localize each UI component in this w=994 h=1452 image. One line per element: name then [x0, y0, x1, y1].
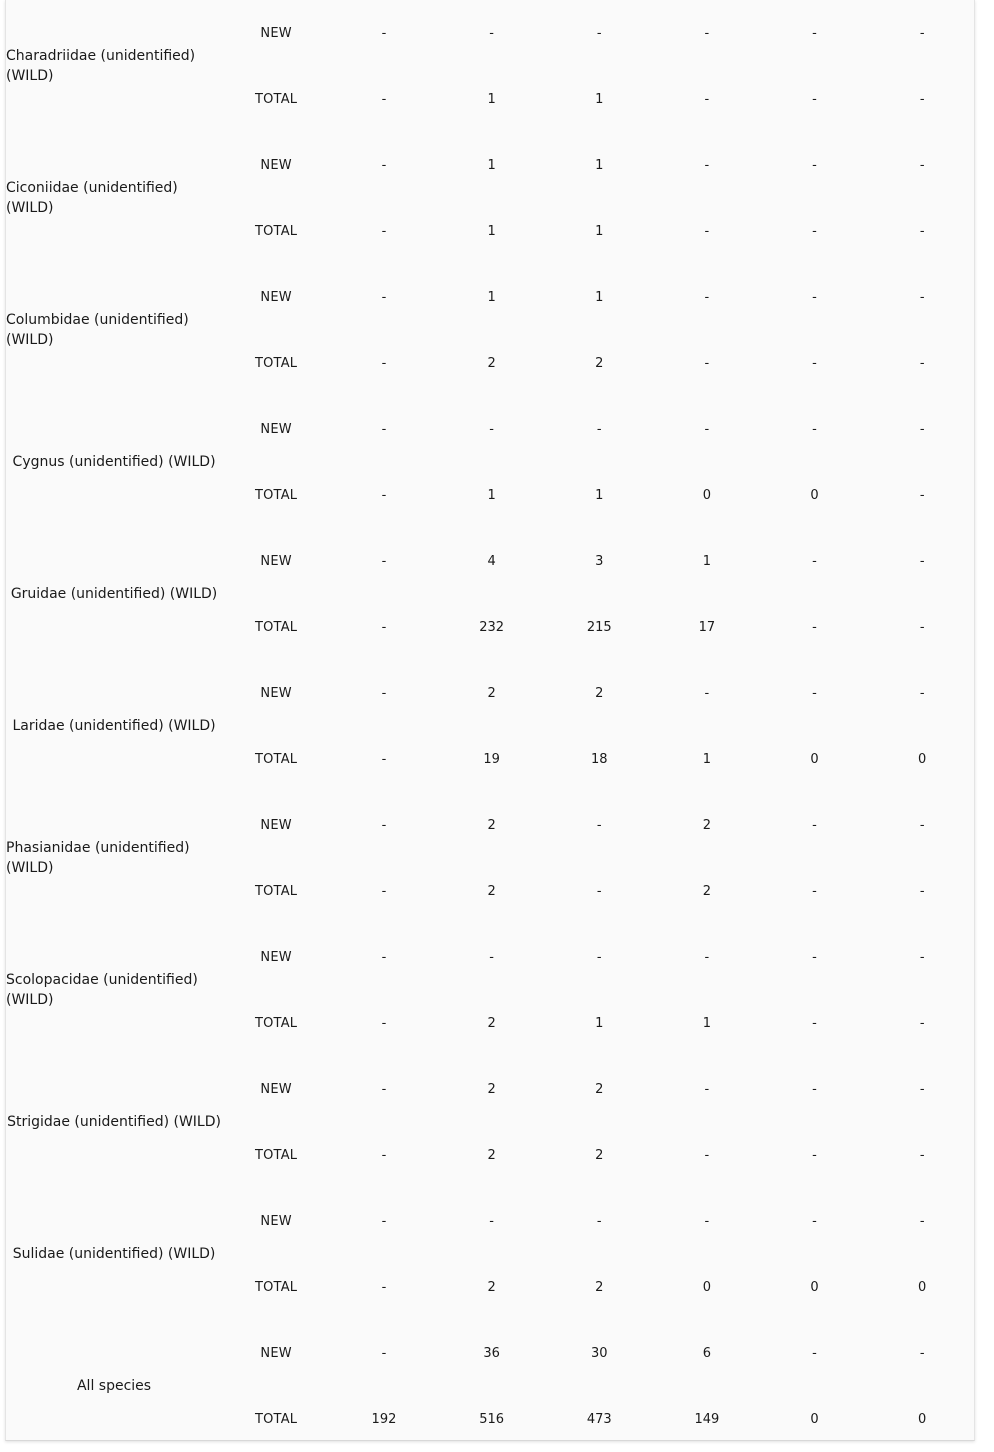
- value-cell: 192: [371, 1411, 397, 1427]
- value-cell: -: [489, 949, 494, 965]
- species-name-cell: Columbidae (unidentified) (WILD): [6, 312, 189, 348]
- value-cell: -: [381, 487, 387, 503]
- table-row: [6, 396, 976, 462]
- value-cell: 1: [487, 487, 496, 503]
- value-cell: -: [381, 157, 387, 173]
- value-cell: -: [381, 817, 387, 833]
- value-cell: 0: [810, 1411, 819, 1427]
- value-cell: -: [812, 1081, 817, 1097]
- value-cell: -: [919, 1213, 925, 1229]
- value-cell: -: [812, 553, 817, 569]
- table-row: [6, 1320, 976, 1386]
- value-cell: 1: [487, 91, 496, 107]
- value-cell: 1: [702, 1015, 712, 1031]
- row-type-cell: NEW: [260, 1081, 292, 1097]
- value-cell: -: [812, 355, 817, 371]
- value-cell: -: [812, 157, 817, 173]
- row-type-cell: TOTAL: [254, 487, 298, 503]
- value-cell: 1: [487, 223, 496, 239]
- value-cell: -: [596, 25, 602, 41]
- value-cell: -: [596, 883, 602, 899]
- value-cell: -: [919, 289, 925, 305]
- value-cell: -: [704, 157, 710, 173]
- value-cell: 2: [702, 817, 712, 833]
- species-name-cell: Scolopacidae (unidentified) (WILD): [6, 972, 198, 1008]
- value-cell: 0: [918, 1411, 927, 1427]
- value-cell: 473: [586, 1411, 612, 1427]
- value-cell: -: [489, 25, 494, 41]
- value-cell: -: [812, 289, 817, 305]
- value-cell: -: [381, 1015, 387, 1031]
- value-cell: -: [812, 1345, 817, 1361]
- value-cell: -: [812, 91, 817, 107]
- value-cell: -: [919, 91, 925, 107]
- value-cell: 149: [694, 1411, 720, 1427]
- value-cell: -: [381, 1279, 387, 1295]
- value-cell: 1: [595, 91, 604, 107]
- value-cell: -: [919, 487, 925, 503]
- table-row: [6, 660, 976, 726]
- value-cell: 2: [487, 1279, 496, 1295]
- table-row: [6, 1188, 976, 1254]
- value-cell: -: [919, 25, 925, 41]
- value-cell: 2: [487, 685, 496, 701]
- value-cell: -: [919, 1015, 925, 1031]
- value-cell: -: [812, 817, 817, 833]
- value-cell: 232: [479, 619, 505, 635]
- table-row: [6, 132, 976, 198]
- value-cell: -: [704, 1147, 710, 1163]
- value-cell: -: [919, 949, 925, 965]
- value-cell: 3: [595, 553, 604, 569]
- value-cell: -: [596, 1213, 602, 1229]
- row-type-cell: NEW: [260, 25, 292, 41]
- value-cell: -: [919, 223, 925, 239]
- value-cell: -: [381, 25, 387, 41]
- value-cell: -: [919, 1345, 925, 1361]
- row-type-cell: TOTAL: [254, 91, 298, 107]
- value-cell: 1: [487, 157, 496, 173]
- value-cell: 17: [698, 619, 716, 635]
- value-cell: -: [919, 817, 925, 833]
- row-type-cell: TOTAL: [254, 1147, 298, 1163]
- value-cell: -: [919, 355, 925, 371]
- value-cell: 2: [487, 817, 496, 833]
- value-cell: 36: [483, 1345, 500, 1361]
- row-type-cell: NEW: [260, 817, 292, 833]
- value-cell: -: [704, 223, 710, 239]
- row-type-cell: NEW: [260, 421, 292, 437]
- value-cell: 2: [595, 1279, 604, 1295]
- species-table-card: [5, 0, 975, 1441]
- value-cell: -: [812, 1015, 817, 1031]
- row-type-cell: TOTAL: [254, 883, 298, 899]
- value-cell: -: [812, 619, 817, 635]
- species-name-cell: Sulidae (unidentified) (WILD): [12, 1246, 216, 1262]
- value-cell: 2: [487, 1081, 496, 1097]
- row-type-cell: TOTAL: [254, 1279, 298, 1295]
- value-cell: -: [704, 289, 710, 305]
- value-cell: -: [919, 619, 925, 635]
- value-cell: -: [381, 619, 387, 635]
- value-cell: 1: [595, 487, 604, 503]
- value-cell: 2: [487, 355, 496, 371]
- value-cell: -: [704, 355, 710, 371]
- species-name-cell: Cygnus (unidentified) (WILD): [12, 454, 216, 470]
- value-cell: 6: [702, 1345, 712, 1361]
- row-type-cell: NEW: [260, 553, 292, 569]
- value-cell: 2: [595, 1147, 604, 1163]
- table-row: [6, 792, 976, 858]
- value-cell: 1: [702, 751, 712, 767]
- value-cell: -: [704, 421, 710, 437]
- value-cell: -: [381, 1213, 387, 1229]
- value-cell: 516: [479, 1411, 505, 1427]
- value-cell: 0: [918, 751, 927, 767]
- species-name-cell: All species: [76, 1378, 152, 1394]
- value-cell: -: [919, 421, 925, 437]
- value-cell: -: [381, 685, 387, 701]
- value-cell: 0: [702, 1279, 712, 1295]
- table-row: [6, 0, 976, 66]
- value-cell: 2: [702, 883, 712, 899]
- value-cell: -: [381, 751, 387, 767]
- value-cell: 1: [702, 553, 712, 569]
- value-cell: -: [489, 1213, 494, 1229]
- row-type-cell: TOTAL: [254, 751, 298, 767]
- value-cell: -: [704, 685, 710, 701]
- value-cell: -: [812, 949, 817, 965]
- species-name-cell: Strigidae (unidentified) (WILD): [7, 1114, 221, 1130]
- value-cell: 19: [483, 751, 500, 767]
- value-cell: 2: [595, 685, 604, 701]
- species-name-cell: Phasianidae (unidentified) (WILD): [6, 840, 190, 876]
- value-cell: -: [812, 883, 817, 899]
- value-cell: 2: [487, 883, 496, 899]
- value-cell: 2: [487, 1015, 496, 1031]
- value-cell: -: [381, 1081, 387, 1097]
- value-cell: 1: [595, 289, 604, 305]
- value-cell: -: [704, 1081, 710, 1097]
- row-type-cell: TOTAL: [254, 223, 298, 239]
- value-cell: -: [812, 1147, 817, 1163]
- value-cell: -: [812, 421, 817, 437]
- value-cell: -: [919, 157, 925, 173]
- species-outbreak-table: [6, 0, 976, 1452]
- value-cell: 0: [810, 487, 819, 503]
- value-cell: -: [381, 421, 387, 437]
- value-cell: -: [596, 421, 602, 437]
- value-cell: 215: [586, 619, 612, 635]
- value-cell: 2: [595, 1081, 604, 1097]
- row-type-cell: TOTAL: [254, 1411, 298, 1427]
- row-type-cell: NEW: [260, 685, 292, 701]
- value-cell: -: [381, 1147, 387, 1163]
- row-type-cell: NEW: [260, 289, 292, 305]
- value-cell: 0: [810, 1279, 819, 1295]
- row-type-cell: TOTAL: [254, 355, 298, 371]
- table-row: [6, 264, 976, 330]
- species-name-cell: Charadriidae (unidentified) (WILD): [6, 48, 196, 84]
- value-cell: -: [381, 883, 387, 899]
- species-name-cell: Laridae (unidentified) (WILD): [12, 718, 216, 734]
- species-name-cell: Gruidae (unidentified) (WILD): [10, 586, 218, 602]
- value-cell: -: [381, 553, 387, 569]
- value-cell: -: [812, 223, 817, 239]
- value-cell: -: [381, 1345, 387, 1361]
- value-cell: -: [919, 1081, 925, 1097]
- value-cell: -: [596, 949, 602, 965]
- value-cell: -: [812, 25, 817, 41]
- value-cell: -: [704, 91, 710, 107]
- value-cell: 1: [595, 223, 604, 239]
- table-row: [6, 528, 976, 594]
- row-type-cell: NEW: [260, 157, 292, 173]
- value-cell: -: [812, 685, 817, 701]
- value-cell: 0: [702, 487, 712, 503]
- value-cell: 2: [595, 355, 604, 371]
- value-cell: -: [596, 817, 602, 833]
- value-cell: -: [489, 421, 494, 437]
- species-name-cell: Ciconiidae (unidentified) (WILD): [6, 180, 178, 216]
- value-cell: 0: [918, 1279, 927, 1295]
- value-cell: 18: [590, 751, 608, 767]
- value-cell: -: [919, 883, 925, 899]
- value-cell: 1: [595, 1015, 604, 1031]
- row-type-cell: NEW: [260, 1345, 292, 1361]
- table-body: [6, 0, 976, 1452]
- value-cell: -: [381, 289, 387, 305]
- value-cell: -: [919, 1147, 925, 1163]
- value-cell: -: [381, 91, 387, 107]
- value-cell: -: [704, 25, 710, 41]
- value-cell: -: [381, 223, 387, 239]
- value-cell: 1: [595, 157, 604, 173]
- row-type-cell: NEW: [260, 1213, 292, 1229]
- value-cell: 30: [590, 1345, 608, 1361]
- value-cell: -: [381, 355, 387, 371]
- row-type-cell: NEW: [260, 949, 292, 965]
- row-type-cell: TOTAL: [254, 619, 298, 635]
- table-row: [6, 1056, 976, 1122]
- value-cell: -: [919, 685, 925, 701]
- value-cell: -: [381, 949, 387, 965]
- value-cell: -: [704, 949, 710, 965]
- value-cell: 0: [810, 751, 819, 767]
- value-cell: -: [919, 553, 925, 569]
- value-cell: -: [812, 1213, 817, 1229]
- value-cell: 4: [487, 553, 496, 569]
- table-row: [6, 924, 976, 990]
- value-cell: -: [704, 1213, 710, 1229]
- row-type-cell: TOTAL: [254, 1015, 298, 1031]
- value-cell: 2: [487, 1147, 496, 1163]
- value-cell: 1: [487, 289, 496, 305]
